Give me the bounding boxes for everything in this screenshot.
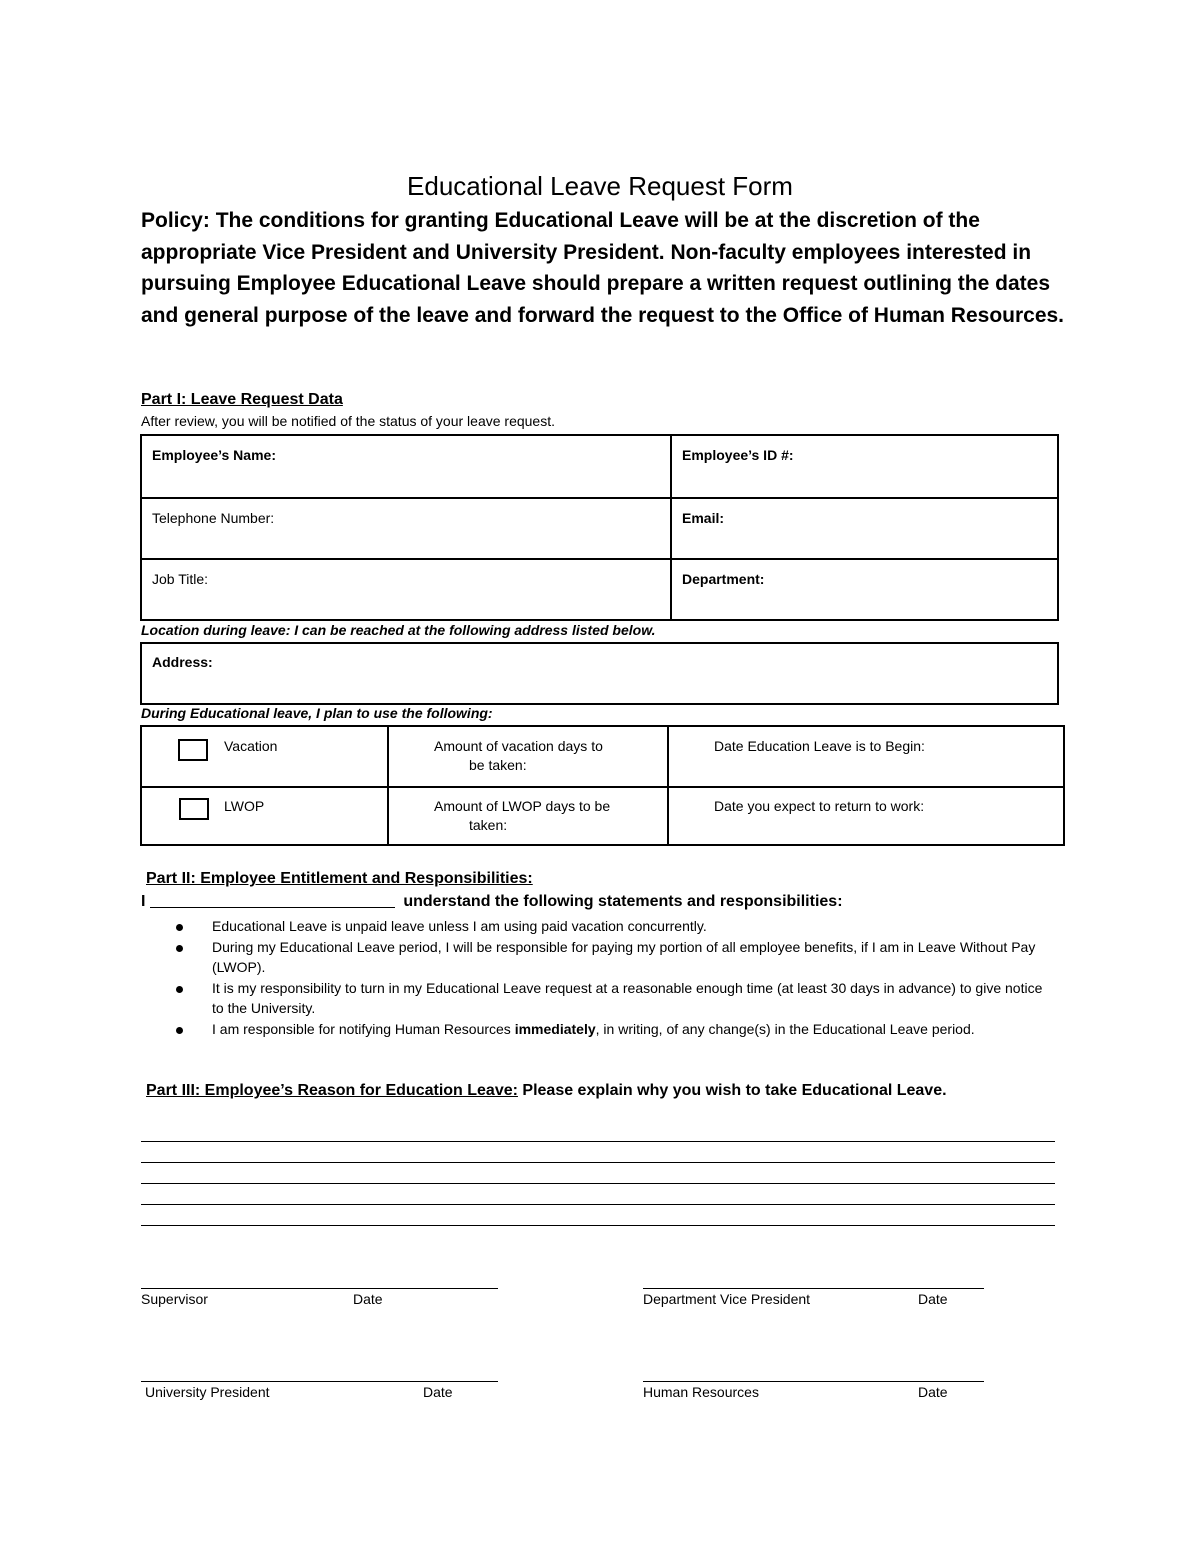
president-date-label: Date — [423, 1384, 453, 1400]
vacation-checkbox[interactable] — [178, 739, 208, 761]
return-date-field[interactable] — [668, 787, 1064, 845]
email-label: Email: — [682, 510, 725, 526]
lwop-checkbox[interactable] — [179, 798, 209, 820]
list-item — [176, 978, 1056, 1019]
telephone-field[interactable] — [141, 498, 671, 559]
reason-line[interactable] — [141, 1162, 1055, 1163]
part3-line — [146, 1082, 947, 1100]
vacation-option — [141, 726, 388, 787]
employee-name-field[interactable] — [141, 435, 671, 498]
reason-line[interactable] — [141, 1183, 1055, 1184]
dept-vp-label: Department Vice President — [643, 1291, 811, 1307]
part2-heading: Part II: Employee Entitlement and Responsibilities: — [146, 870, 533, 887]
job-title-field[interactable] — [141, 559, 671, 620]
supervisor-date-label: Date — [353, 1291, 383, 1307]
begin-date-field[interactable] — [668, 726, 1064, 787]
bullet-text: During my Educational Leave period, I will be responsible for paying my portion of all employee benefits, if I am in Leave Without Pay (LWOP). — [212, 938, 1036, 975]
list-item — [176, 916, 1056, 937]
bullet-icon — [176, 1027, 183, 1034]
reason-line[interactable] — [141, 1141, 1055, 1142]
employee-id-label: Employee’s ID #: — [682, 447, 794, 463]
vacation-label: Vacation — [224, 738, 278, 754]
vacation-days-field[interactable] — [388, 726, 668, 787]
form-title: Educational Leave Request Form — [407, 171, 793, 201]
plan-note: During Educational leave, I plan to use the following: — [141, 705, 493, 721]
bullet-icon — [176, 945, 183, 952]
vacation-days-label-1: Amount of vacation days to — [434, 738, 603, 754]
address-label: Address: — [152, 654, 213, 670]
department-field[interactable] — [671, 559, 1058, 620]
acknowledgement-line — [141, 893, 843, 911]
employee-name-blank[interactable] — [150, 907, 395, 908]
dept-vp-date-label: Date — [918, 1291, 948, 1307]
telephone-label: Telephone Number: — [152, 510, 275, 526]
responsibilities-list — [176, 916, 1056, 1039]
bullet-emphasis: immediately — [514, 1020, 596, 1037]
leave-type-table — [140, 725, 1065, 846]
bullet-icon — [176, 986, 183, 993]
location-note: Location during leave: I can be reached at the following address listed below. — [141, 622, 656, 638]
lwop-days-label-2: taken: — [469, 817, 508, 833]
reason-line[interactable] — [141, 1225, 1055, 1226]
employee-name-label: Employee’s Name: — [152, 447, 276, 463]
lwop-days-field[interactable] — [388, 787, 668, 845]
return-date-label: Date you expect to return to work: — [714, 798, 925, 814]
university-president-label: University President — [145, 1384, 270, 1400]
job-title-label: Job Title: — [152, 571, 209, 587]
supervisor-signature-line[interactable] — [141, 1288, 498, 1289]
begin-date-label: Date Education Leave is to Begin: — [714, 738, 925, 754]
list-item — [176, 1019, 1056, 1040]
bullet-text: , in writing, of any change(s) in the Educational Leave period. — [595, 1020, 975, 1037]
part3-instruction: Please explain why you wish to take Educational Leave. — [517, 1082, 947, 1099]
employee-info-table — [140, 434, 1059, 621]
bullet-text: It is my responsibility to turn in my Educational Leave request at a reasonable enough time (at least 30 days in advance) to give notice to the University. — [212, 979, 1043, 1016]
vacation-days-label-2: be taken: — [469, 757, 527, 773]
bullet-icon — [176, 924, 183, 931]
bullet-text: Educational Leave is unpaid leave unless I am using paid vacation concurrently. — [212, 918, 707, 934]
reason-line[interactable] — [141, 1204, 1055, 1205]
president-signature-line[interactable] — [141, 1381, 498, 1382]
hr-date-label: Date — [918, 1384, 948, 1400]
acknowledgement-statement: understand the following statements and responsibilities: — [403, 893, 843, 910]
part3-heading: Part III: Employee’s Reason for Education Leave: — [146, 1082, 518, 1099]
bullet-text: I am responsible for notifying Human Resources — [212, 1020, 515, 1037]
policy-text: Policy: The conditions for granting Educational Leave will be at the discretion of the appropriate Vice President and University President. Non-faculty employees interested in pursuing Employee Educational Leave should prepare a written request outlining the dates and general purpose of the leave and forward the request to the Office of Human Resources. — [141, 209, 1065, 327]
lwop-days-label-1: Amount of LWOP days to be — [434, 798, 611, 814]
lwop-label: LWOP — [224, 798, 265, 814]
part1-note: After review, you will be notified of the status of your leave request. — [141, 413, 555, 429]
email-field[interactable] — [671, 498, 1058, 559]
hr-signature-line[interactable] — [643, 1381, 984, 1382]
supervisor-label: Supervisor — [141, 1291, 208, 1307]
part1-heading: Part I: Leave Request Data — [141, 391, 343, 408]
employee-id-field[interactable] — [671, 435, 1058, 498]
address-table — [140, 642, 1059, 705]
address-field[interactable] — [141, 643, 1058, 704]
lwop-option — [141, 787, 388, 845]
list-item — [176, 937, 1056, 978]
department-label: Department: — [682, 571, 765, 587]
acknowledgement-prefix: I — [141, 893, 146, 910]
human-resources-label: Human Resources — [643, 1384, 759, 1400]
dept-vp-signature-line[interactable] — [643, 1288, 984, 1289]
